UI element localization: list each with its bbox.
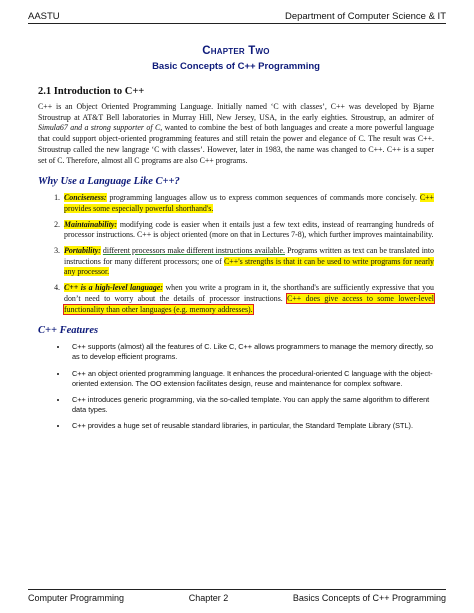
term-label: Conciseness: (64, 193, 107, 203)
header-left: AASTU (28, 11, 60, 22)
feature-item: • C++ an object oriented programming language. It enhances the procedural-oriented C language with the object-oriented extension. The OO extension facilitates design, reuse and maintenance for complex software. (68, 369, 434, 389)
chapter-subtitle: Basic Concepts of C++ Programming (152, 61, 320, 72)
why-heading: Why Use a Language Like C++? (38, 176, 180, 188)
footer-left: Computer Programming (28, 593, 125, 603)
term-label: Portability: (64, 246, 101, 256)
intro-paragraph (38, 102, 434, 166)
intro-heading: 2.1 Introduction to C++ (38, 86, 145, 97)
page-footer (28, 589, 446, 609)
chapter-title: Chapter Two (202, 45, 270, 57)
why-item-conciseness (62, 193, 434, 214)
intro-text-1: C++ is an Object Oriented Programming Language. Initially named ‘C with classes’, C++ was developed by Bjarne Stroustrup at AT&T Bell laboratories in Murray Hill, New Jersey, USA, in the early eighties. Stroustrup, an admirer of (38, 102, 434, 122)
footer-right: Basics Concepts of C++ Programming (292, 593, 446, 603)
features-list (38, 342, 434, 431)
why-item-portability (62, 246, 434, 278)
item-text: Programs written as text can be translated into instructions for many different processors; one of (64, 246, 434, 266)
item-text: when you write a program in it, the shorthand's are sufficiently expressive that you don’t need to worry about the details of processor instructions. (64, 283, 434, 303)
highlighted-text: C++ does give access to some lower-level functionality than other languages (e.g. memory addresses). (64, 293, 434, 314)
feature-item: • C++ provides a huge set of reusable standard libraries, in particular, the Standard Template Library (STL). (68, 421, 434, 431)
item-text: modifying code is easier when it entails just a few text edits, instead of rearranging hundreds of processor instructions. C++ is object oriented (more on that in Lectures 7-8), which further improves maintainability. (64, 219, 434, 240)
highlighted-text: C++ provides some especially powerful shorthand's. (64, 193, 434, 213)
term-label: Maintainability: (64, 219, 118, 229)
footer-center: Chapter 2 (188, 593, 229, 603)
feature-item: • C++ supports (almost) all the features of C. Like C, C++ allows programmers to manage the memory directly, so as to develop efficient programs. (68, 342, 434, 362)
page-content (38, 44, 434, 438)
item-text: programming languages allow us to express common sequences of commands more concisely. (106, 193, 420, 203)
highlighted-text: C++'s strengths is that it can be used to write programs for nearly any processor. (64, 256, 434, 277)
header-right: Department of Computer Science & IT (284, 11, 446, 22)
intro-italic: Simula67 and a strong supporter of C (38, 123, 161, 133)
why-item-maintainability (62, 220, 434, 241)
why-list (38, 193, 434, 315)
why-item-high-level (62, 283, 434, 315)
feature-item: • C++ introduces generic programming, via the so-called template. You can apply the same algorithm to different data types. (68, 395, 434, 415)
underlined-text: different processors make different instructions available. (102, 246, 285, 256)
intro-text-2: , wanted to combine the best of both languages and create a more powerful language that could support object-oriented programming features and still retain the power and elegance of C. The result was C++. Stroustrup called the new langrage ‘C with classes’. However, later in 1983, the name was changed to C++. C++ is a super set of C. Therefore, almost all C programs are also C++ programs. (38, 123, 434, 165)
term-label: C++ is a high-level language: (64, 283, 163, 293)
page-header (28, 4, 446, 24)
features-heading: C++ Features (38, 325, 99, 337)
